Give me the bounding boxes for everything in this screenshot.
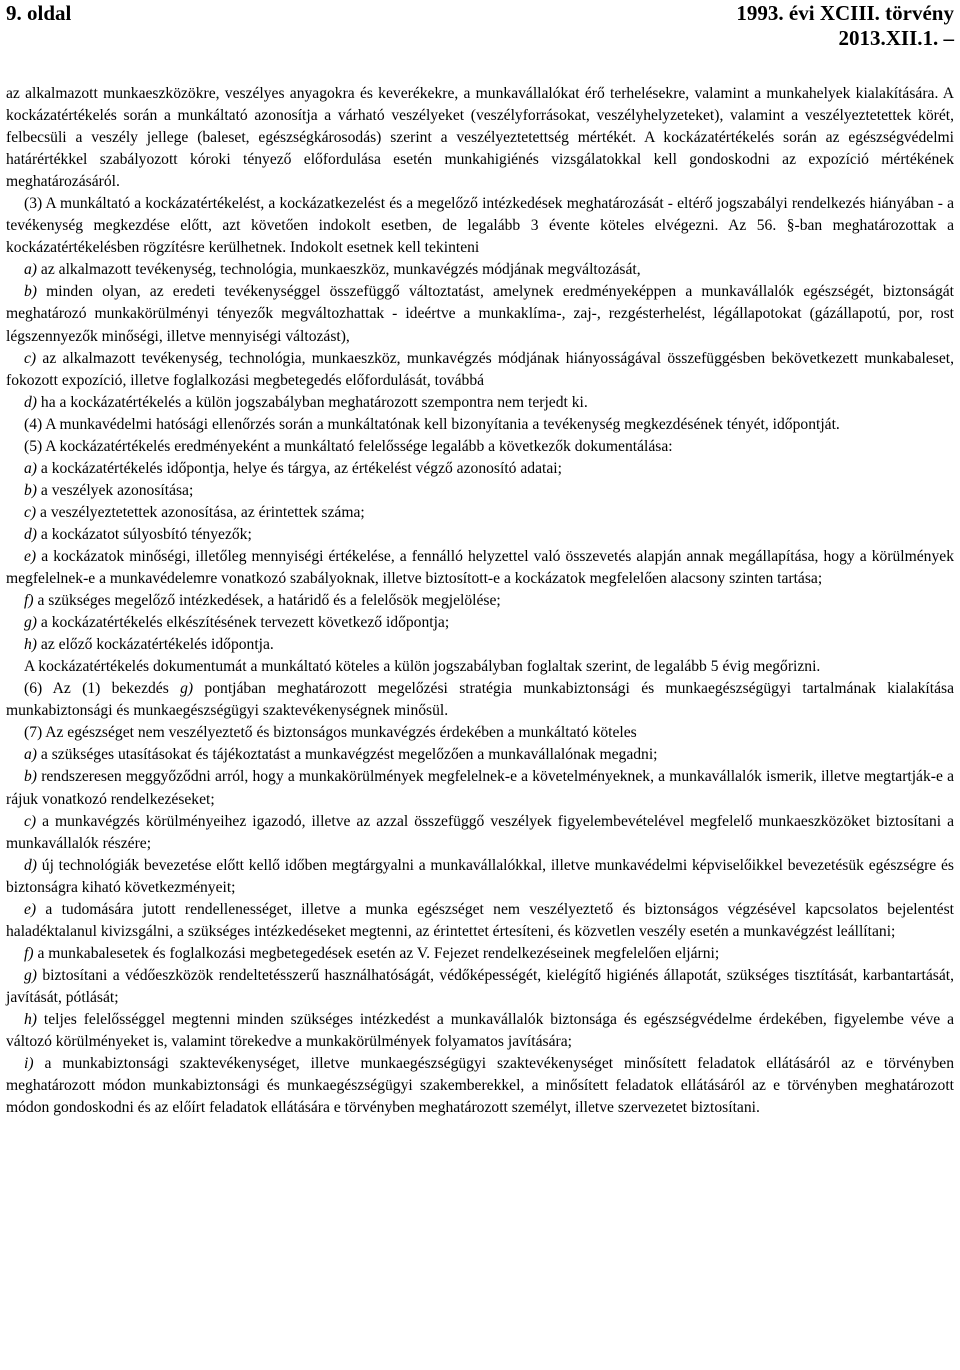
paragraph-3: (3) A munkáltató a kockázatértékelést, a kockázatkezelést és a megelőző intézkedések meghatározását - eltérő jogszabályi rendelkezés hiányában - a tevékenység megkezdése előtt, azt követően indokolt esetben, de legalább 3 évente köteles elvégezni. Az 56. §-ban meghatározottak a kockázatértékelésben rögzítésre kerülhetnek. Indokolt esetnek kell tekinteni: [6, 195, 954, 257]
paragraph-5: (5) A kockázatértékelés eredményeként a munkáltató felelőssége legalább a következők dokumentálása:: [24, 437, 673, 455]
list-item: i) a munkabiztonsági szaktevékenységet, illetve munkaegészségügyi szaktevékenységet minősített feladatok ellátásáról az e törvényben meghatározott módon munkabiztonsági és munkaegészségügyi szakemberekkel, a minősített feladatok ellátásáról az e törvényben meghatározott módon gondoskodni és az előírt feladatok ellátására e törvényben meghatározott személyt, illetve szervezetet biztosítani.: [6, 1055, 954, 1117]
list-item: c) a munkavégzés körülményeihez igazodó, illetve az azzal összefüggő veszélyek figyelembevételével megfelelő munkaeszközöket biztosítani a munkavállalók részére;: [6, 812, 954, 852]
paragraph-4: (4) A munkavédelmi hatósági ellenőrzés során a munkáltatónak kell bizonyítania a tevékenység megkezdésének tényét, időpontját.: [24, 415, 840, 433]
list-item: e) a kockázatok minőségi, illetőleg mennyiségi értékelése, a fennálló helyzettel való összevetés alapján annak megállapítása, hogy a körülmények megfelelnek-e a munkavédelemre vonatkozó szabályoknak, illetve biztosított-e a kockázatok megfelelően alacsony szinten tartása;: [6, 547, 954, 588]
page-header: [6, 0, 954, 50]
list-item: f) a szükséges megelőző intézkedések, a határidő és a felelősök megjelölése;: [24, 592, 501, 610]
paragraph: az alkalmazott munkaeszközökre, veszélyes anyagokra és keverékekre, a munkavállalókat érő terhelésekre, valamint a munkahelyek kialakítására. A kockázatértékelés során a munkáltató azonosítja a várható veszélyeket (veszélyforrásokat, veszélyhelyzeteket), valamint a veszélyeztetettek körét, felbecsüli a veszély jellege (baleset, egészségkárosodás) szerint a veszélyeztetettség mértékét. A kockázatértékelés során az egészségvédelmi határértékkel szabályozott kóroki tényező előfordulása esetén munkahigiénés vizsgálatokkal kell gondoskodni az expozíció mértékének meghatározásáról.: [6, 85, 954, 191]
list-item: g) biztosítani a védőeszközök rendeltetésszerű használhatóságát, védőképességét, kielégítő higiénés állapotát, szükséges tisztítását, karbantartását, javítását, pótlását;: [6, 966, 954, 1006]
list-item: f) a munkabalesetek és foglalkozási megbetegedések esetén az V. Fejezet rendelkezéseinek megfelelően eljárni;: [24, 944, 720, 962]
law-reference: [736, 1, 954, 51]
list-item: d) új technológiák bevezetése előtt kellő időben megtárgyalni a munkavállalókkal, illetve munkavédelmi képviselőikkel bevezetésük egészségre és biztonságra kiható következményeit;: [6, 856, 954, 896]
list-item: g) a kockázatértékelés elkészítésének tervezett következő időpontja;: [24, 614, 450, 632]
list-item: a) a kockázatértékelés időpontja, helye és tárgya, az értékelést végző azonosító adatai;: [24, 459, 562, 477]
list-item: d) a kockázatot súlyosbító tényezők;: [24, 525, 252, 543]
page-number: 9. oldal: [6, 1, 72, 25]
list-item: d) ha a kockázatértékelés a külön jogszabályban meghatározott szempontra nem terjedt ki.: [24, 393, 588, 411]
list-item: b) a veszélyek azonosítása;: [24, 481, 194, 499]
paragraph-7: (7) Az egészséget nem veszélyeztető és biztonságos munkavégzés érdekében a munkáltató köteles: [24, 724, 637, 742]
paragraph: A kockázatértékelés dokumentumát a munkáltató köteles a külön jogszabályban foglaltak szerint, de legalább 5 évig megőrizni.: [24, 658, 821, 676]
list-item: a) a szükséges utasításokat és tájékoztatást a munkavégzést megelőzően a munkavállalónak megadni;: [24, 746, 658, 764]
document-body: [6, 83, 954, 1119]
list-item: c) az alkalmazott tevékenység, technológia, munkaeszköz, munkavégzés módjának hiányosságával összefüggésben bekövetkezett munkabaleset, fokozott expozíció, illetve foglalkozási megbetegedés előfordulását, továbbá: [6, 349, 954, 389]
law-title: 1993. évi XCIII. törvény: [736, 1, 954, 25]
list-item: a) az alkalmazott tevékenység, technológia, munkaeszköz, munkavégzés módjának megváltozását,: [24, 261, 641, 279]
list-item: c) a veszélyeztetettek azonosítása, az érintettek száma;: [24, 503, 365, 521]
list-item: b) minden olyan, az eredeti tevékenységgel összefüggő változtatást, amelynek eredményeképpen a munkavállalók egészségét, biztonságát meghatározó munkakörülményi tényezők megváltozhattak - ideértve a munkaklíma-, zaj-, rezgésterhelést, légállapotokat (gázállapotú, por, rost légszennyezők minőségi, illetve mennyiségi változást),: [6, 283, 954, 345]
list-item: e) a tudomására jutott rendellenességet, illetve a munka egészséget nem veszélyeztető és biztonságos végzésével kapcsolatos bejelentést haladéktalanul kivizsgálni, a szükséges intézkedéseket megtenni, az érintettet értesíteni, és közvetlen veszély esetén a munkavégzést leállítani;: [6, 900, 954, 940]
list-item: h) teljes felelősséggel megtenni minden szükséges intézkedést a munkavállalók biztonsága és egészségvédelme érdekében, figyelembe véve a változó körülményeket is, valamint törekedve a munkakörülmények folyamatos javítására;: [6, 1010, 955, 1051]
list-item: h) az előző kockázatértékelés időpontja.: [24, 636, 274, 654]
list-item: b) rendszeresen meggyőződni arról, hogy a munkakörülmények megfelelnek-e a követelményeknek, a munkavállalók ismerik, illetve megtartják-e a rájuk vonatkozó rendelkezéseket;: [6, 768, 954, 808]
law-date: 2013.XII.1. –: [838, 26, 954, 50]
paragraph-6: (6) Az (1) bekezdés g) pontjában meghatározott megelőzési stratégia munkabiztonsági és munkaegészségügyi tartalmának kialakítása munkabiztonsági és munkaegészségügyi szaktevékenységnek minősül.: [6, 680, 954, 720]
